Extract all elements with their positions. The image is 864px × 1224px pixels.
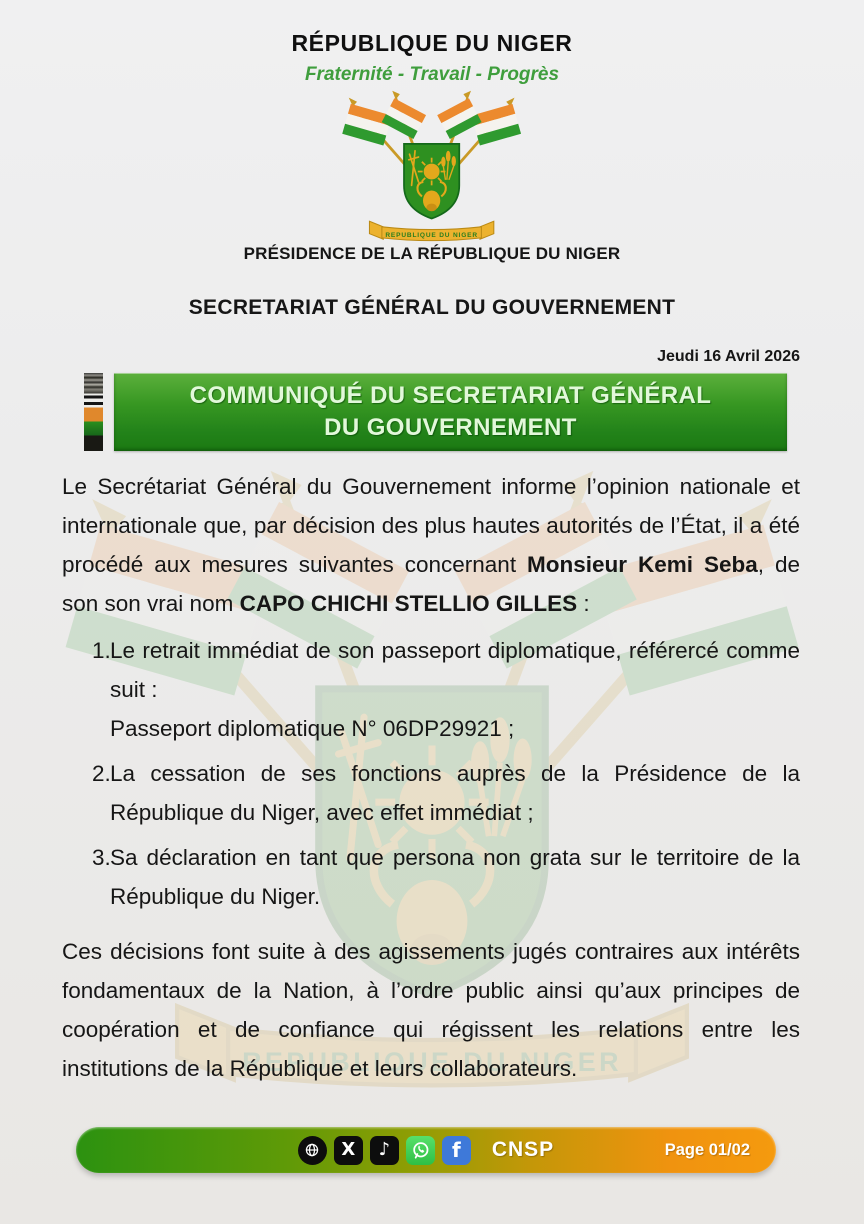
footer-bar: [76, 1127, 776, 1173]
x-twitter-icon: [334, 1136, 363, 1165]
communique-banner: [114, 373, 787, 451]
list-number: 3.: [92, 845, 111, 870]
page-number: Page 01/02: [664, 1140, 750, 1159]
x-glyph: X: [341, 1139, 356, 1160]
facebook-icon: [442, 1136, 471, 1165]
banner-line-2: DU GOUVERNEMENT: [324, 414, 577, 441]
measures-list: [62, 631, 800, 916]
presidency-title: PRÉSIDENCE DE LA RÉPUBLIQUE DU NIGER: [243, 244, 621, 263]
date-line: Jeudi 16 Avril 2026: [657, 348, 800, 365]
coat-of-arms: [0, 90, 864, 242]
intro-paragraph: [62, 467, 800, 623]
globe-icon: [298, 1136, 327, 1165]
communique-banner-row: [0, 373, 864, 451]
list-item: [62, 754, 800, 832]
country-title: RÉPUBLIQUE DU NIGER: [291, 30, 573, 56]
banner-line-1: COMMUNIQUÉ DU SECRETARIAT GÉNÉRAL: [189, 382, 712, 409]
list-number: 1.: [92, 638, 111, 663]
list-number: 2.: [92, 761, 111, 786]
person-real-name: CAPO CHICHI STELLIO GILLES: [239, 591, 578, 616]
secretariat-title: SECRETARIAT GÉNÉRAL DU GOUVERNEMENT: [188, 296, 676, 319]
list-item: [62, 838, 800, 916]
intro-text: Le Secrétariat Général du Gouvernement informe l’opinion nationale et internationale que, par décision des plus hautes autorités de l’État, il a été procédé aux mesures suivantes concernant: [62, 474, 800, 577]
list-item-text: La cessation de ses fonctions auprès de la Présidence de la République du Niger, avec effet immédiat ;: [110, 761, 800, 825]
tiktok-icon: [370, 1136, 399, 1165]
list-item: [62, 631, 800, 748]
passport-reference: Passeport diplomatique N° 06DP29921 ;: [110, 716, 515, 741]
person-alias: Monsieur Kemi Seba: [527, 552, 758, 577]
list-item-text: Sa déclaration en tant que persona non grata sur le territoire de la République du Niger.: [110, 845, 800, 909]
tiktok-glyph: ♪: [378, 1139, 391, 1160]
document-body: [62, 467, 800, 1088]
whatsapp-icon: [406, 1136, 435, 1165]
intro-text: :: [577, 591, 590, 616]
cnsp-label: CNSP: [491, 1138, 555, 1161]
closing-paragraph: Ces décisions font suite à des agissements jugés contraires aux intérêts fondamentaux de la Nation, à l’ordre public ainsi qu’aux principes de coopération et de confiance qui régissent les relations entre les institutions de la République et leurs collaborateurs.: [62, 939, 800, 1081]
list-item-text: Le retrait immédiat de son passeport diplomatique, référercé comme suit :: [110, 638, 800, 702]
intro-text: , de son son vrai nom: [62, 552, 801, 616]
banner-side-emblem: [84, 373, 103, 451]
national-motto: Fraternité - Travail - Progrès: [304, 64, 560, 85]
facebook-glyph: f: [451, 1138, 461, 1162]
